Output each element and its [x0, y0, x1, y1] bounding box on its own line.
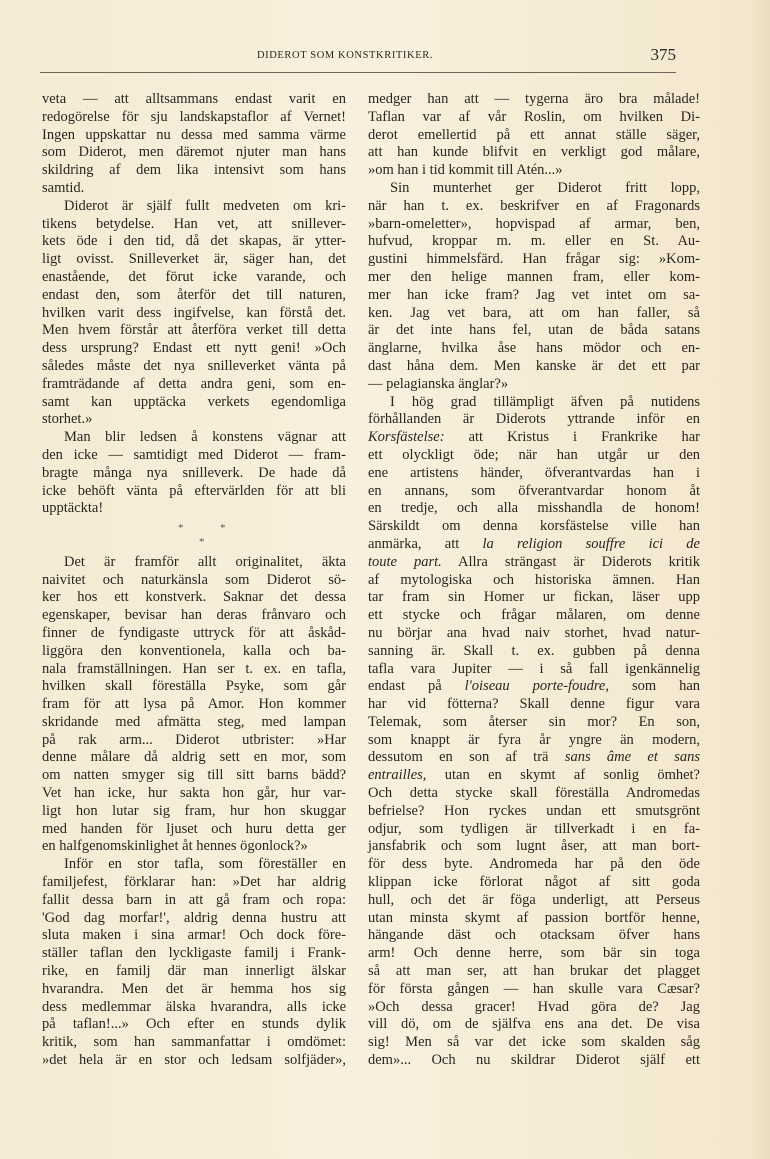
- text-line: om natten smyger sig till sitt barns bädd?: [42, 767, 346, 784]
- text-line: 'God dag morfar!', aldrig denna hustru att: [42, 909, 346, 926]
- text-line: »barn-omeletter», hopvispad af armar, ben,: [368, 215, 700, 232]
- text-line: hängande däst och otacksam öfver hans: [368, 927, 700, 944]
- text-line: af mytologiska och historiska ämnen. Han: [368, 571, 700, 588]
- text-line: tikens betydelse. Han vet, att snillever-: [42, 215, 346, 232]
- text-line: I hög grad tillämpligt äfven på nutidens: [390, 393, 700, 410]
- text-line: skildring af dem lika intensivt som hans: [42, 162, 346, 179]
- text-line: tar fram sin Homer ur fickan, läser upp: [368, 589, 700, 606]
- text-line: dast håna dem. Men kanske är det ett par: [368, 357, 700, 374]
- text-segment: Allra strängast är Diderots kritik: [441, 553, 701, 570]
- text-line: Diderot är själf fullt medveten om kri-: [64, 197, 346, 214]
- text-line: en annans, som öfverantvardar honom åt: [368, 482, 700, 499]
- text-line: egenskaper, bevisar han deras frånvaro och: [42, 607, 346, 624]
- italic-phrase: l'oiseau porte-foudre,: [464, 678, 609, 695]
- text-line: klippan icke förlorat något af sitt goda: [368, 874, 700, 891]
- text-line: Inför en stor tafla, som föreställer en: [64, 856, 346, 873]
- text-line: skridande med afmätta steg, med lampan: [42, 713, 346, 730]
- text-line: hvilken varit dess ingifvelse, kan förstå det.: [42, 304, 346, 321]
- text-line: mer den helige mannen fram, eller kom-: [368, 268, 700, 285]
- text-line: veta — att alltsammans endast varit en: [42, 91, 346, 107]
- text-line: [368, 536, 700, 554]
- text-line: när han t. ex. beskrifver en af Fragonards: [368, 197, 700, 214]
- text-line: sanning är. Skall t. ex. gubben på denna: [368, 642, 700, 659]
- text-line: »om han i tid kommit till Atén...»: [368, 162, 563, 179]
- text-line: mer han icke fram? Jag vet intet om sa-: [368, 286, 700, 303]
- text-line: ker hos ett konstverk. Saknar det dessa: [42, 589, 346, 606]
- text-line: endast den, som återför det till naturen,: [42, 286, 346, 303]
- text-line: Man blir ledsen å konstens vägnar att: [64, 429, 346, 446]
- text-line: vill dö, om de själfva ens ana det. De visa: [368, 1016, 700, 1033]
- text-line: som Diderot, men däremot njuter man hans: [42, 144, 346, 161]
- text-line: Och detta stycke skall föreställa Andromedas: [368, 785, 700, 802]
- page-number: 375: [650, 45, 676, 64]
- text-line: för första gången — han skulle vara Cæsar?: [368, 980, 700, 997]
- text-line: Det är framför allt originalitet, äkta: [64, 553, 346, 570]
- text-line: samtid.: [42, 179, 85, 196]
- text-line: icke behöft vänta på eftervärlden för att bli: [42, 482, 346, 499]
- running-header: DIDEROT SOM KONSTKRITIKER.: [256, 50, 434, 61]
- text-line: Särskildt om denna korsfästelse ville han: [368, 518, 700, 535]
- italic-phrase: entrailles,: [368, 767, 427, 784]
- text-line: på taflan!...» Och efter en stunds dylik: [42, 1016, 346, 1033]
- section-break-asterisk: *: [220, 522, 226, 535]
- text-line: förhållanden är Diderots yttrande inför en: [368, 411, 700, 428]
- text-line: Vet han icke, hur sakta hon går, hur var-: [42, 785, 346, 802]
- text-line: ligt ovisst. Snilleverket är, säger han, det: [42, 251, 346, 268]
- text-line: nu börjar ana hvad naiv storhet, hvad natur-: [368, 624, 700, 641]
- text-line: en halfgenomskinlighet åt hennes ögonlock?»: [42, 838, 308, 855]
- text-line: på rak arm... Diderot utbrister: »Har: [42, 731, 346, 748]
- text-line: enastående, det förut icke varande, och: [42, 268, 346, 285]
- text-line: fram för att lysa på Amor. Hon kommer: [42, 696, 346, 713]
- text-line: att han kunde blifvit en verkligt god målare,: [368, 144, 700, 161]
- text-line: hvarandra. Men det är hemma hos sig: [42, 980, 346, 997]
- text-segment: utan en skymt af sonlig ömhet?: [426, 767, 700, 784]
- text-line: redogörelse för sju landskapstaflor af Vernet!: [42, 108, 346, 125]
- text-line: ett olyckligt öde; när han utgår ur den: [368, 446, 700, 463]
- text-line: framträdande af detta andra geni, som en-: [42, 375, 346, 392]
- text-line: ken. Jag vet bara, att om han faller, så: [368, 304, 700, 321]
- text-line: nala framställningen. Han ser t. ex. en tafla,: [42, 660, 346, 677]
- section-break-asterisk: *: [199, 536, 205, 549]
- text-line: den icke — samtidigt med Diderot — fram-: [42, 446, 346, 463]
- text-line: »Och dessa gracer! Hvad göra de? Jag: [368, 998, 700, 1015]
- text-line: finner de fyndigaste uttryck för att åskåd-: [42, 624, 346, 641]
- text-line: ställer taflan den lyckligaste familj i Frank-: [42, 945, 346, 962]
- text-line: Men hvem förstår att återföra verket till detta: [42, 322, 346, 339]
- text-line: naivitet och naturkänsla som Diderot sö-: [42, 571, 346, 588]
- italic-phrase: la religion souffre ici de: [482, 535, 700, 552]
- text-line: hvilken skall föreställa Psyke, som går: [42, 678, 346, 695]
- left-text-after-break: [42, 554, 346, 1070]
- text-line: sluta maken i sina armar! Och dock före-: [42, 927, 346, 944]
- text-line: befrielse? Hon ryckes undan ett smutsgrönt: [368, 802, 700, 819]
- text-line: bragte många nya snilleverk. De hade då: [42, 464, 346, 481]
- italic-phrase: toute part.: [368, 553, 442, 570]
- text-segment: som han: [608, 678, 701, 695]
- text-line: [368, 429, 700, 447]
- text-line: ene artistens händer, öfverantvardas han i: [368, 464, 700, 481]
- text-line: sig! Men så var det icke som skalden såg: [368, 1034, 700, 1051]
- text-segment: dessutom en son af trä: [368, 749, 565, 766]
- text-line: således måste det nya snilleverket vänta på: [42, 357, 346, 374]
- text-line: hufvud, kroppar m. m. eller en St. Au-: [368, 233, 700, 250]
- text-line: Telemak, som återser sin mor? En son,: [368, 713, 700, 730]
- text-line: samt kan upptäcka verkets egendomliga: [42, 393, 346, 410]
- right-text: [368, 91, 700, 1070]
- text-line: kritik, som han sammanfattar i omdömet:: [42, 1034, 346, 1051]
- header-rule: [40, 72, 676, 73]
- text-segment: endast på: [368, 678, 465, 695]
- text-line: har vid fötterna? Skall denne figur vara: [368, 696, 700, 713]
- text-line: hull, och det är föga underligt, att Perseus: [368, 891, 700, 908]
- text-line: odjur, som tydligen är tillverkadt i en fa-: [368, 820, 700, 837]
- text-line: rike, en familj där man innerligt älskar: [42, 963, 346, 980]
- text-line: ett stycke och frågar målaren, om denne: [368, 607, 700, 624]
- text-line: liggöra den konventionela, kalla och ba-: [42, 642, 346, 659]
- text-line: fallit dessa barn in att gå fram och ropa:: [42, 891, 346, 908]
- text-line: för dess byte. Andromeda har på den öde: [368, 856, 700, 873]
- text-line: kets öde i den tid, då det skapas, är ytter-: [42, 233, 346, 250]
- text-line: upptäckta!: [42, 500, 104, 517]
- italic-phrase: sans âme et sans: [564, 749, 700, 766]
- text-line: arm! Och denne herre, som bär sin toga: [368, 945, 700, 962]
- section-break-asterisk: *: [178, 522, 184, 535]
- text-line: [368, 554, 700, 572]
- text-line: dess ursprung? Endast ett nytt geni! »Och: [42, 340, 346, 357]
- text-line: utan minsta skymt af passion bortför henne,: [368, 909, 700, 926]
- section-break: [42, 518, 346, 554]
- text-line: derot emellertid på ett annat ställe säger,: [368, 126, 700, 143]
- text-line: som knappt är fyra år yngre än modern,: [368, 731, 700, 748]
- text-line: familjefest, förklarar han: »Det har aldrig: [42, 874, 346, 891]
- text-line: »det hela är en stor och ledsam solfjäder»,: [42, 1052, 346, 1069]
- left-text-before-break: [42, 91, 346, 518]
- text-line: änglarne, hvilka åse hans mödor och en-: [368, 340, 700, 357]
- left-column: [42, 91, 346, 1070]
- text-line: med handen för ljuset och huru detta ger: [42, 820, 346, 837]
- text-line: jansfabrik och som lugnt åser, att man bort-: [368, 838, 700, 855]
- text-line: Taflan var af vår Roslin, om hvilken Di-: [368, 108, 700, 125]
- text-line: gustini himmelsfärd. Han frågar sig: »Kom-: [368, 251, 700, 268]
- text-line: så att man ser, att han brukar det plagget: [368, 963, 700, 980]
- text-line: dess medlemmar älska hvarandra, alls icke: [42, 998, 346, 1015]
- text-line: är det inte hans fel, utan de båda satans: [368, 322, 700, 339]
- text-segment: att Kristus i Frankrike har: [444, 429, 700, 446]
- text-line: ligt hon lutar sig fram, hur hon skuggar: [42, 802, 346, 819]
- text-line: Sin munterhet ger Diderot fritt lopp,: [390, 179, 700, 196]
- text-line: tafla vara Jupiter — i så fall igenkännelig: [368, 660, 700, 677]
- text-segment: anmärka, att: [368, 535, 483, 552]
- text-line: [368, 749, 700, 767]
- text-line: — pelagianska änglar?»: [368, 375, 509, 392]
- text-line: storhet.»: [42, 411, 93, 428]
- text-line: medger han att — tygerna äro bra målade!: [368, 91, 700, 107]
- right-column: [368, 91, 700, 1070]
- text-line: Ingen uppskattar nu dessa med samma värme: [42, 126, 346, 143]
- text-line: [368, 767, 700, 785]
- text-line: en tredje, och alla misshandla de honom!: [368, 500, 700, 517]
- text-line: [368, 678, 700, 696]
- italic-phrase: Korsfästelse:: [368, 429, 445, 446]
- text-line: denne målare då aldrig sett en mor, som: [42, 749, 346, 766]
- text-line: dem»... Och nu skildrar Diderot själf ett: [368, 1052, 700, 1069]
